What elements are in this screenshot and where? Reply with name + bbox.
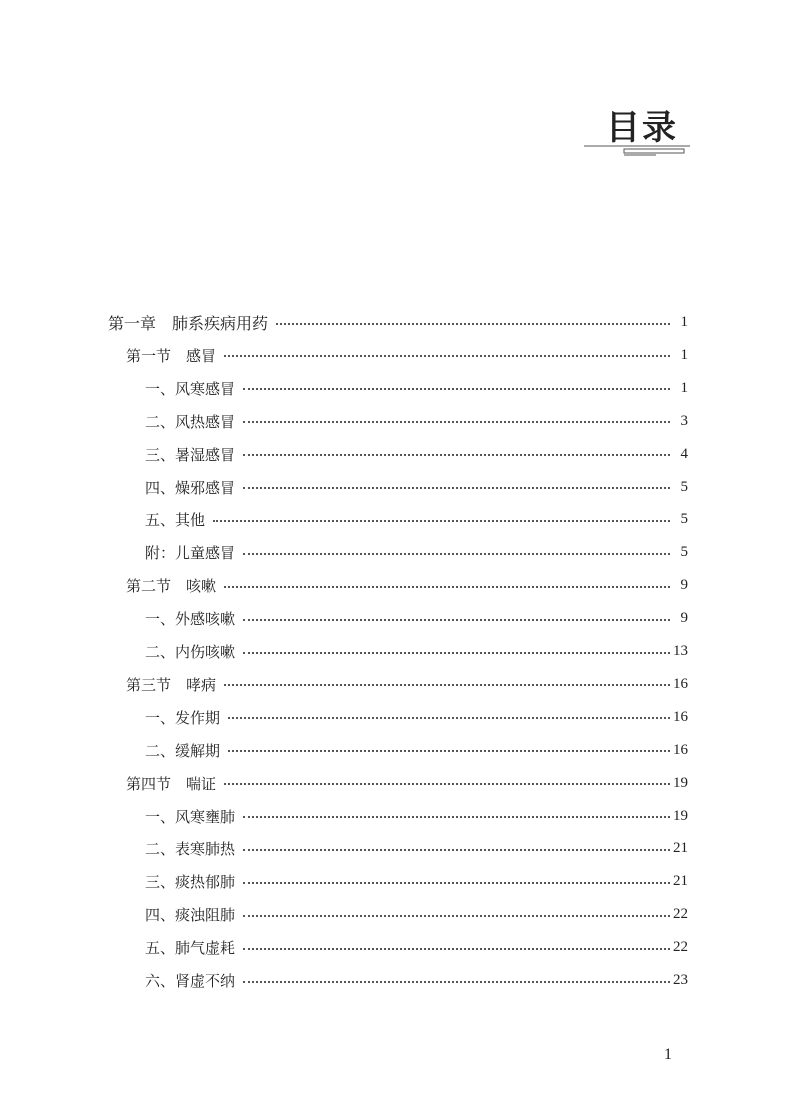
toc-entry-page: 16 <box>673 675 688 692</box>
toc-entry-page: 9 <box>680 577 688 594</box>
toc-entry-page: 3 <box>680 412 688 429</box>
toc-entry-page: 5 <box>680 478 688 495</box>
toc-entry-label: 四、痰浊阻肺 <box>145 906 236 925</box>
toc-entry[interactable] <box>0 503 790 536</box>
toc-leader-dots <box>243 454 670 456</box>
toc-leader-dots <box>228 750 670 752</box>
toc-entry-page: 1 <box>680 346 688 363</box>
toc-entry-page: 1 <box>680 379 688 396</box>
toc-entry-label: 一、风寒感冒 <box>145 379 236 398</box>
toc-entry[interactable] <box>0 931 790 964</box>
toc-entry-label: 一、发作期 <box>145 708 221 727</box>
toc-entry-page: 16 <box>673 741 688 758</box>
toc-entry-label: 第三节 哮病 <box>126 675 217 694</box>
toc-entry[interactable] <box>0 602 790 635</box>
toc-entry-label: 四、燥邪感冒 <box>145 478 236 497</box>
toc-leader-dots <box>243 487 670 489</box>
toc-entry-label: 二、风热感冒 <box>145 412 236 431</box>
toc-entry[interactable] <box>0 306 790 339</box>
toc-entry-label: 二、内伤咳嗽 <box>145 643 236 661</box>
toc-leader-dots <box>213 520 670 522</box>
toc-entry-label: 第二节 咳嗽 <box>126 577 217 596</box>
toc-entry-label: 二、表寒肺热 <box>145 840 236 859</box>
toc-entry-page: 19 <box>673 807 688 824</box>
toc-entry-page: 22 <box>673 906 688 923</box>
toc-entry-label: 二、缓解期 <box>145 741 221 760</box>
toc-leader-dots <box>243 553 670 555</box>
toc-entry[interactable] <box>0 767 790 800</box>
toc-entry-label: 一、风寒壅肺 <box>145 807 236 826</box>
toc-entry-label: 五、其他 <box>145 511 206 530</box>
toc-entry-label: 一、外感咳嗽 <box>145 610 236 629</box>
toc-entry[interactable] <box>0 832 790 865</box>
toc-entry[interactable] <box>0 471 790 504</box>
toc-leader-dots <box>243 981 670 983</box>
toc-entry-label: 第一节 感冒 <box>126 346 217 365</box>
toc-entry[interactable] <box>0 964 790 997</box>
toc-entry-label: 三、痰热郁肺 <box>145 873 236 892</box>
toc-leader-dots <box>243 816 670 818</box>
title-ornament <box>584 144 690 158</box>
toc-leader-dots <box>243 388 670 390</box>
toc-entry[interactable] <box>0 668 790 701</box>
toc-leader-dots <box>224 783 670 785</box>
toc-entry-page: 22 <box>673 939 688 956</box>
toc-entry[interactable] <box>0 635 790 668</box>
toc-entry-page: 5 <box>680 511 688 528</box>
toc-leader-dots <box>243 948 670 950</box>
toc-entry[interactable] <box>0 701 790 734</box>
toc-entry-page: 1 <box>680 314 688 330</box>
toc-entry-label: 三、暑湿感冒 <box>145 445 236 464</box>
toc-leader-dots <box>224 586 670 588</box>
toc-entry[interactable] <box>0 734 790 767</box>
toc-entry-page: 4 <box>680 445 688 462</box>
toc-leader-dots <box>243 421 670 423</box>
toc-entry-page: 16 <box>673 708 688 725</box>
page-title: 目录 <box>606 108 678 148</box>
toc-entry-page: 21 <box>673 873 688 890</box>
toc-entry-page: 19 <box>673 774 688 791</box>
toc-entry[interactable] <box>0 372 790 405</box>
toc-leader-dots <box>243 849 670 851</box>
toc-entry[interactable] <box>0 339 790 372</box>
toc-leader-dots <box>243 882 670 884</box>
toc-leader-dots <box>276 323 670 325</box>
toc-entry-label: 六、肾虚不纳 <box>145 972 236 990</box>
toc-leader-dots <box>224 355 670 357</box>
toc-entry-page: 5 <box>680 544 688 561</box>
toc-entry-page: 9 <box>680 610 688 627</box>
toc-entry-page: 13 <box>673 643 688 659</box>
toc-leader-dots <box>224 684 670 686</box>
toc-leader-dots <box>243 619 670 621</box>
toc-leader-dots <box>243 652 670 654</box>
toc-entry-label: 附：儿童感冒 <box>145 544 236 563</box>
page-number: 1 <box>664 1046 672 1063</box>
toc-entry-page: 23 <box>673 972 688 988</box>
toc-leader-dots <box>228 717 670 719</box>
toc-entry[interactable] <box>0 438 790 471</box>
toc-entry[interactable] <box>0 898 790 931</box>
toc-leader-dots <box>243 915 670 917</box>
toc-entry[interactable] <box>0 569 790 602</box>
toc-entry[interactable] <box>0 865 790 898</box>
toc-entry-label: 第四节 喘证 <box>126 774 217 793</box>
toc-entry[interactable] <box>0 536 790 569</box>
toc-entry-label: 第一章 肺系疾病用药 <box>108 314 269 333</box>
toc-entry[interactable] <box>0 800 790 833</box>
toc-entry-page: 21 <box>673 840 688 857</box>
toc-entry-label: 五、肺气虚耗 <box>145 939 236 958</box>
toc-entry[interactable] <box>0 405 790 438</box>
